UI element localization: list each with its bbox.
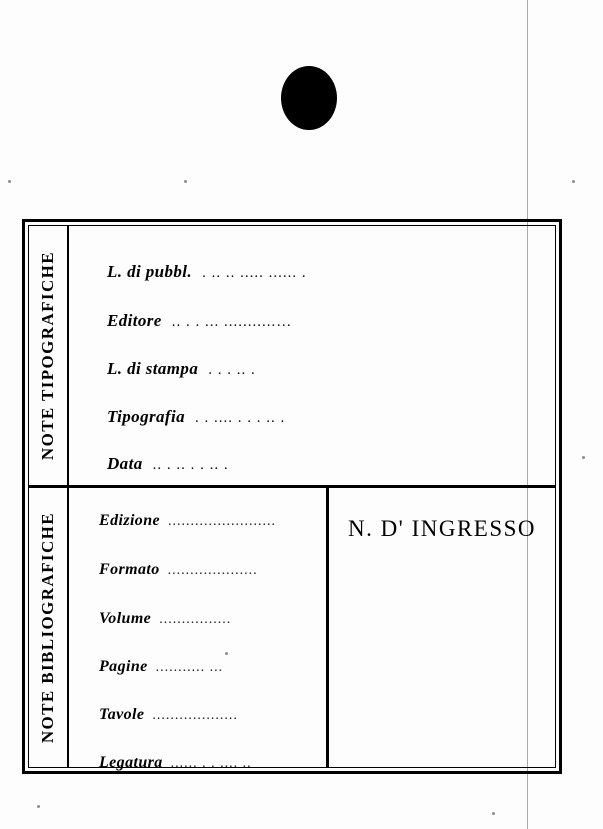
field-label: Pagine (99, 658, 148, 675)
field-dotted-line[interactable]: .. . . ... ...........… (171, 314, 293, 330)
field-dotted-line[interactable]: .. . .. . . .. . (152, 457, 229, 473)
field-row-edizione[interactable] (69, 512, 326, 530)
field-row-data[interactable] (69, 454, 555, 474)
field-label: Tipografia (107, 407, 185, 426)
catalogue-card (22, 219, 562, 774)
field-label: L. di pubbl. (107, 262, 193, 281)
side-label-note-bibliografiche (29, 488, 69, 767)
scan-speck (8, 180, 11, 183)
scan-speck (492, 812, 495, 815)
field-label: Volume (99, 610, 152, 627)
section-note-bibliografiche (29, 485, 555, 771)
card-inner-border (28, 225, 556, 771)
scan-speck (582, 456, 585, 459)
field-label: Edizione (99, 512, 160, 529)
field-row-pagine[interactable] (69, 658, 326, 676)
field-dotted-line[interactable]: ........................ (168, 514, 276, 529)
punch-hole (281, 66, 337, 130)
side-label-text: NOTE TIPOGRAFICHE (38, 250, 57, 461)
field-row-tipografia[interactable] (69, 407, 555, 427)
field-row-volume[interactable] (69, 610, 326, 628)
field-label: Editore (107, 311, 162, 330)
field-row-editore[interactable] (69, 311, 555, 331)
field-dotted-line[interactable]: ................ (159, 612, 232, 627)
field-dotted-line[interactable]: . . . .. . (208, 362, 256, 378)
note-bibliografiche-fields (69, 488, 329, 771)
field-dotted-line[interactable]: ................... (152, 708, 238, 723)
numero-ingresso-panel[interactable] (329, 488, 555, 767)
field-label: Legatura (99, 754, 163, 771)
field-row-formato[interactable] (69, 561, 326, 579)
field-dotted-line[interactable]: . .. .. ..... ...... . (202, 265, 307, 281)
field-label: Tavole (99, 706, 145, 723)
scan-speck (572, 180, 575, 183)
field-dotted-line[interactable]: ........... ... (155, 660, 224, 675)
field-row-legatura[interactable] (69, 754, 326, 772)
field-row-luogo-stampa[interactable] (69, 359, 555, 379)
field-label: Formato (99, 561, 160, 578)
note-tipografiche-fields (69, 226, 555, 485)
field-row-luogo-pubblicazione[interactable] (69, 262, 555, 282)
field-row-tavole[interactable] (69, 706, 326, 724)
field-label: L. di stampa (107, 359, 199, 378)
numero-ingresso-title: N. D' INGRESSO (347, 516, 537, 541)
side-label-text: NOTE BIBLIOGRAFICHE (38, 511, 57, 744)
scan-speck (37, 805, 40, 808)
scan-speck (184, 180, 187, 183)
field-label: Data (107, 454, 143, 473)
field-dotted-line[interactable]: . . .... . . . .. . (194, 410, 286, 426)
side-label-note-tipografiche (29, 226, 69, 485)
field-dotted-line[interactable]: .................... (167, 563, 258, 578)
field-dotted-line[interactable]: ...... . . .... .. (170, 756, 252, 771)
section-note-tipografiche (29, 226, 555, 485)
